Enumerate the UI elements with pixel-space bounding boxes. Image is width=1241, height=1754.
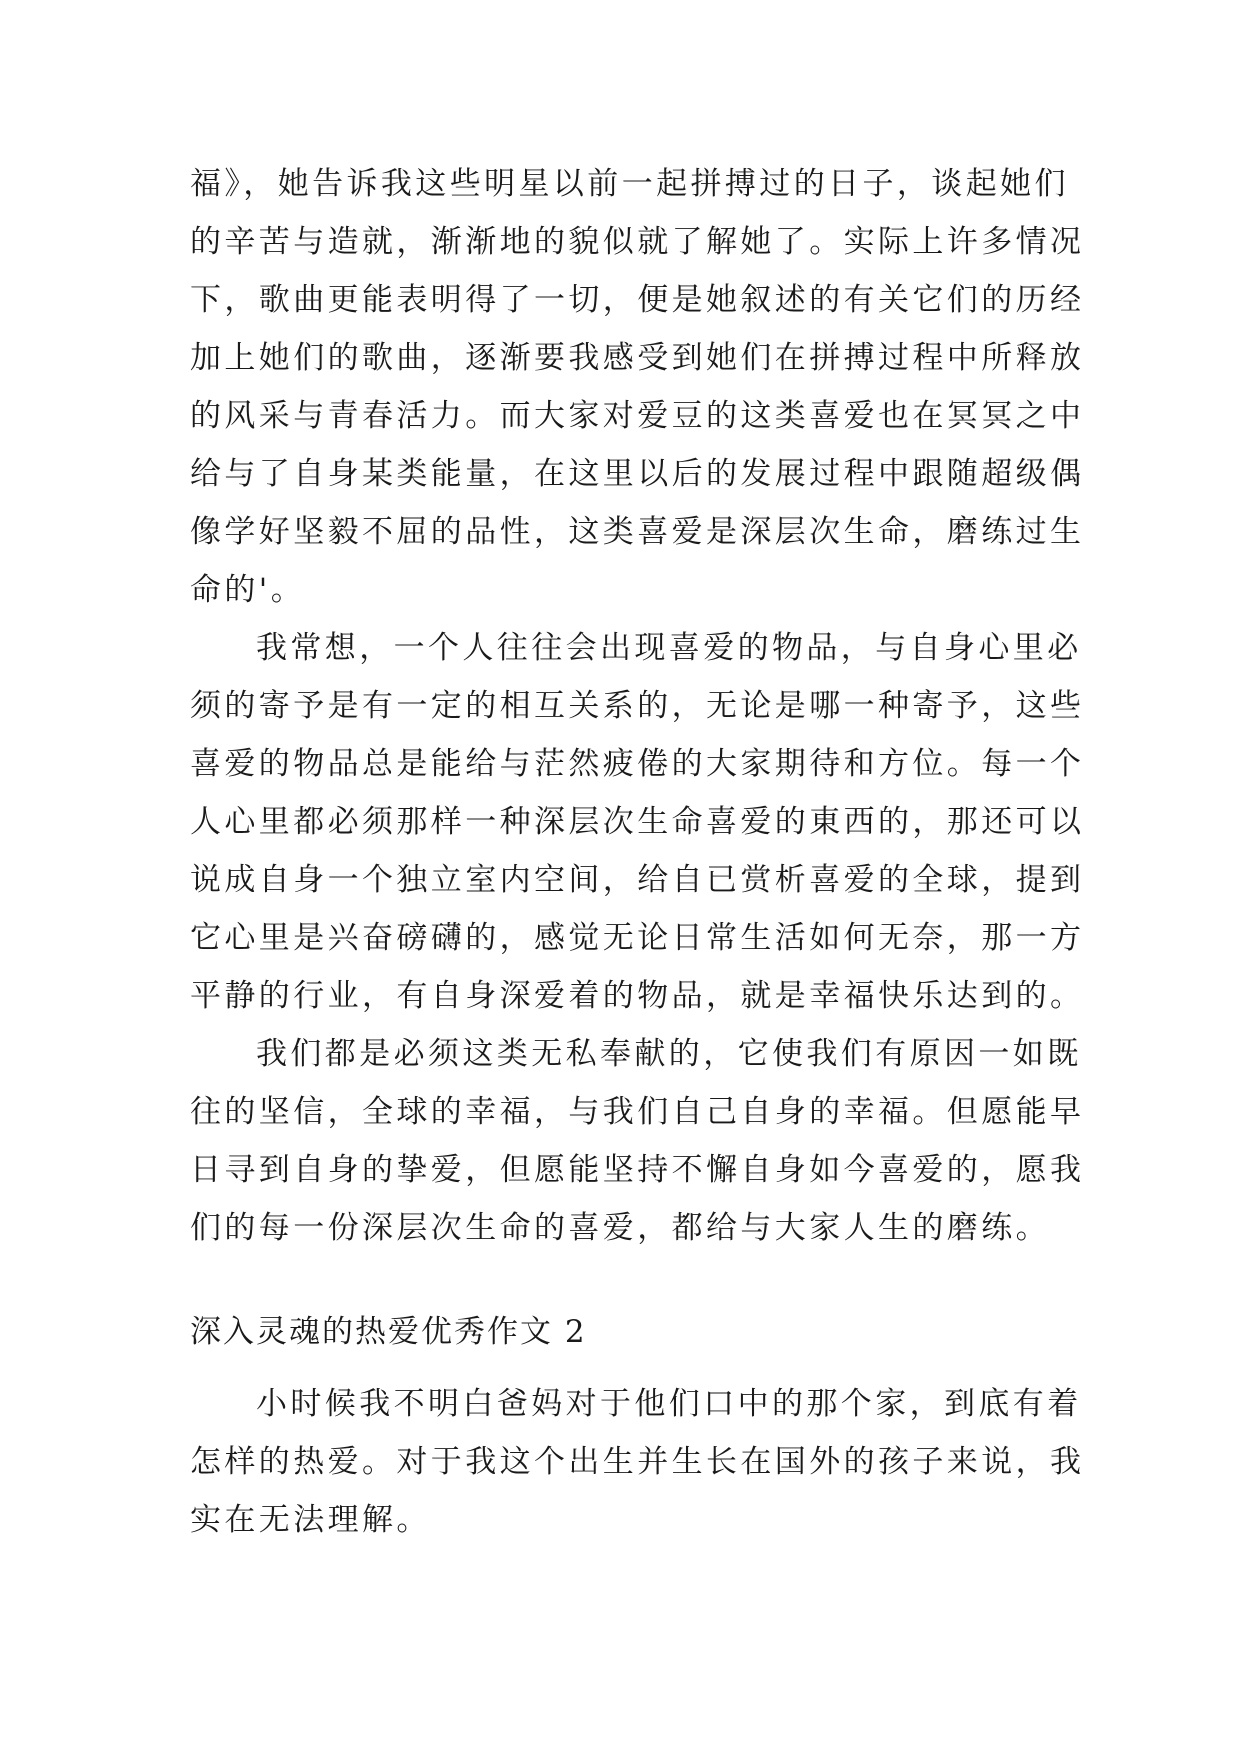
paragraph-line: 的风采与青春活力。而大家对爱豆的这类喜爱也在冥冥之中	[190, 398, 1085, 434]
paragraph-line: 平静的行业，有自身深爱着的物品，就是幸福快乐达到的。	[190, 978, 1085, 1014]
paragraph-line: 人心里都必须那样一种深层次生命喜爱的東西的，那还可以	[190, 804, 1085, 840]
paragraph-line: 说成自身一个独立室内空间，给自已赏析喜爱的全球，提到	[190, 862, 1085, 898]
paragraph-line: 像学好坚毅不屈的品性，这类喜爱是深层次生命，磨练过生	[190, 514, 1085, 550]
paragraph-line: 实在无法理解。	[190, 1502, 431, 1538]
paragraph-line: 给与了自身某类能量，在这里以后的发展过程中跟随超级偶	[190, 456, 1085, 492]
paragraph-line: 下，歌曲更能表明得了一切，便是她叙述的有关它们的历经	[190, 282, 1085, 318]
paragraph-line: 怎样的热爱。对于我这个出生并生长在国外的孩子来说，我	[190, 1444, 1085, 1480]
paragraph-line: 的辛苦与造就，渐渐地的貌似就了解她了。实际上许多情况	[190, 224, 1085, 260]
paragraph-line: 我们都是必须这类无私奉献的，它使我们有原因一如既	[256, 1036, 1082, 1072]
paragraph-line: 喜爱的物品总是能给与茫然疲倦的大家期待和方位。每一个	[190, 746, 1085, 782]
paragraph-line: 往的坚信，全球的幸福，与我们自己自身的幸福。但愿能早	[190, 1094, 1085, 1130]
paragraph-line: 命的'。	[190, 572, 306, 608]
paragraph-line: 日寻到自身的挚爱，但愿能坚持不懈自身如今喜爱的，愿我	[190, 1152, 1085, 1188]
paragraph-line: 我常想，一个人往往会出现喜爱的物品，与自身心里必	[256, 630, 1082, 666]
paragraph-line: 们的每一份深层次生命的喜爱，都给与大家人生的磨练。	[190, 1210, 1050, 1246]
paragraph-line: 加上她们的歌曲，逐渐要我感受到她们在拼搏过程中所释放	[190, 340, 1085, 376]
paragraph-line: 福》，她告诉我这些明星以前一起拼搏过的日子，谈起她们	[190, 166, 1069, 202]
paragraph-line: 须的寄予是有一定的相互关系的，无论是哪一种寄予，这些	[190, 688, 1085, 724]
paragraph-line: 小时候我不明白爸妈对于他们口中的那个家，到底有着	[256, 1386, 1082, 1422]
paragraph-line: 它心里是兴奋磅礴的，感觉无论日常生活如何无奈，那一方	[190, 920, 1085, 956]
section-heading: 深入灵魂的热爱优秀作文 2	[190, 1314, 587, 1350]
